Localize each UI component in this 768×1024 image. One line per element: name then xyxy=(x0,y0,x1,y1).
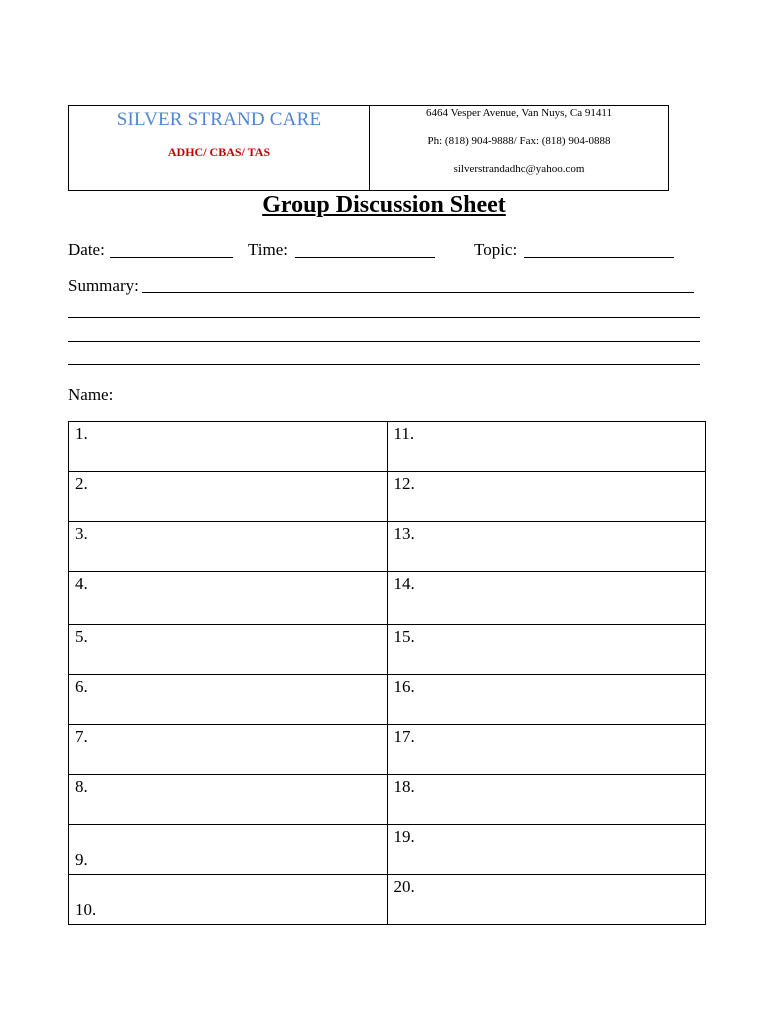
summary-line[interactable] xyxy=(68,364,700,365)
date-label: Date: xyxy=(68,240,105,259)
name-cell[interactable]: 10. xyxy=(69,875,388,925)
name-cell[interactable]: 15. xyxy=(387,625,706,675)
table-row xyxy=(69,775,706,825)
name-label: Name: xyxy=(68,385,114,404)
name-cell[interactable]: 4. xyxy=(69,572,388,625)
name-cell[interactable]: 20. xyxy=(387,875,706,925)
table-row xyxy=(69,825,706,875)
name-cell[interactable]: 2. xyxy=(69,472,388,522)
names-table xyxy=(68,421,706,925)
table-row xyxy=(69,472,706,522)
table-row xyxy=(69,422,706,472)
time-field[interactable] xyxy=(295,257,435,258)
org-services: ADHC/ CBAS/ TAS xyxy=(167,145,271,159)
name-cell[interactable]: 7. xyxy=(69,725,388,775)
summary-line[interactable] xyxy=(68,317,700,318)
name-cell[interactable]: 13. xyxy=(387,522,706,572)
page-title: Group Discussion Sheet xyxy=(262,192,506,218)
summary-line[interactable] xyxy=(142,292,694,293)
table-row xyxy=(69,875,706,925)
name-cell[interactable]: 3. xyxy=(69,522,388,572)
name-cell[interactable]: 17. xyxy=(387,725,706,775)
summary-label: Summary: xyxy=(68,276,139,295)
name-cell[interactable]: 19. xyxy=(387,825,706,875)
table-row xyxy=(69,522,706,572)
table-row xyxy=(69,725,706,775)
org-address: 6464 Vesper Avenue, Van Nuys, Ca 91411 xyxy=(426,107,612,119)
table-row xyxy=(69,572,706,625)
letterhead xyxy=(68,105,669,191)
date-field[interactable] xyxy=(110,257,233,258)
name-cell[interactable]: 9. xyxy=(69,825,388,875)
letterhead-contact xyxy=(370,106,668,190)
time-label: Time: xyxy=(248,240,289,259)
table-row xyxy=(69,675,706,725)
name-cell[interactable]: 8. xyxy=(69,775,388,825)
table-row xyxy=(69,625,706,675)
summary-line[interactable] xyxy=(68,341,700,342)
name-cell[interactable]: 12. xyxy=(387,472,706,522)
name-cell[interactable]: 18. xyxy=(387,775,706,825)
name-cell[interactable]: 5. xyxy=(69,625,388,675)
name-cell[interactable]: 14. xyxy=(387,572,706,625)
letterhead-org xyxy=(69,106,370,190)
topic-field[interactable] xyxy=(524,257,674,258)
org-name: SILVER STRAND CARE xyxy=(116,109,322,130)
org-email: silverstrandadhc@yahoo.com xyxy=(453,163,585,175)
name-cell[interactable]: 6. xyxy=(69,675,388,725)
topic-label: Topic: xyxy=(474,240,518,259)
org-phone: Ph: (818) 904-9888/ Fax: (818) 904-0888 xyxy=(427,135,611,147)
name-cell[interactable]: 11. xyxy=(387,422,706,472)
name-cell[interactable]: 16. xyxy=(387,675,706,725)
name-cell[interactable]: 1. xyxy=(69,422,388,472)
